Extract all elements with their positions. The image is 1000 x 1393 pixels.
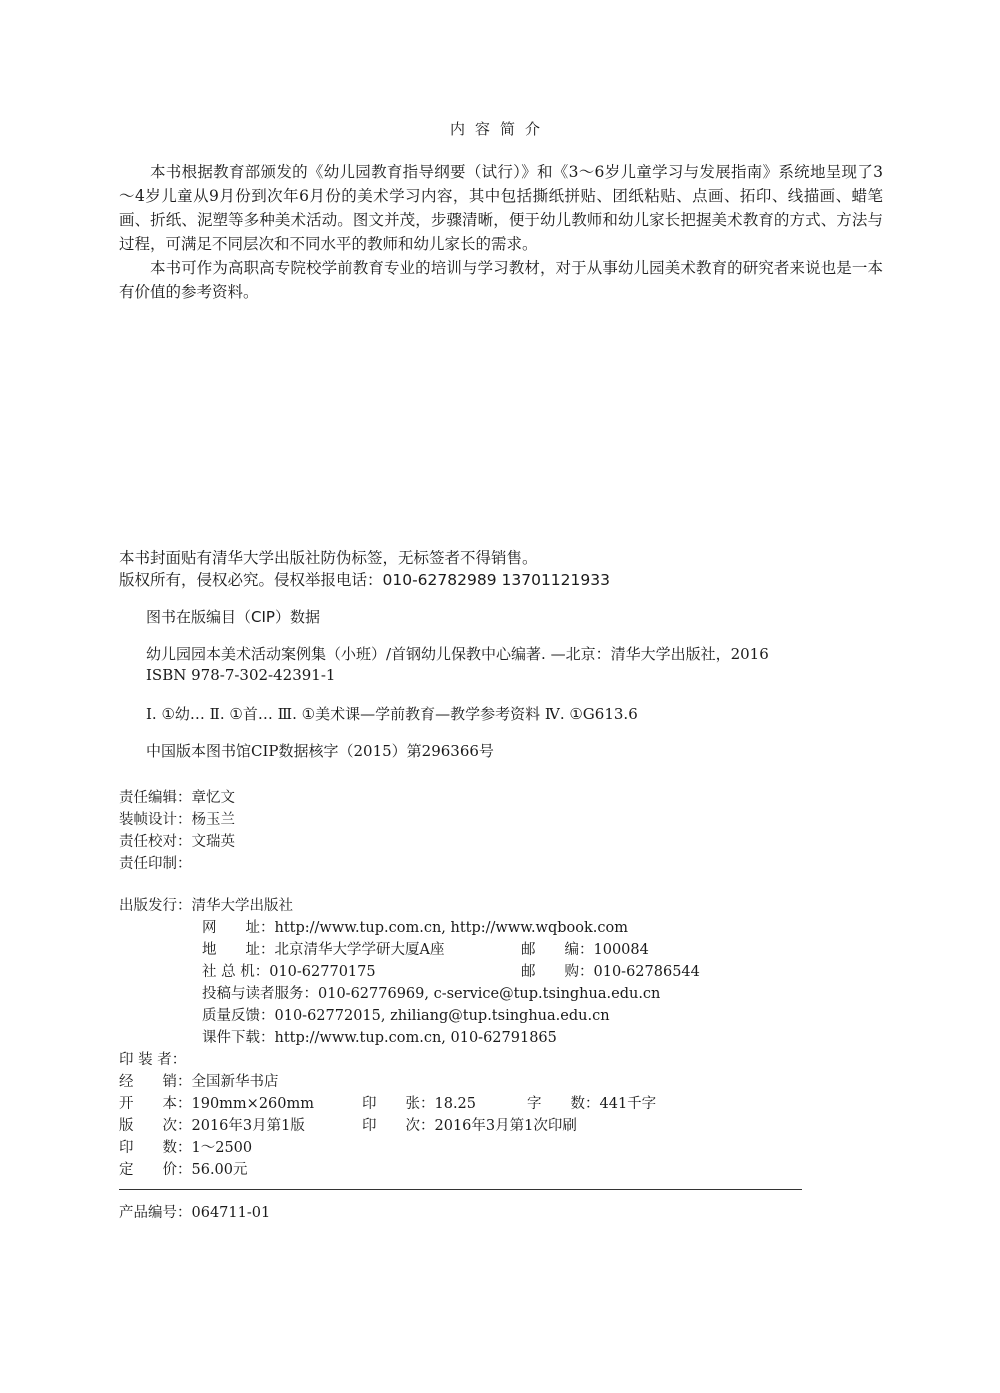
intro-paragraph-2: 本书可作为高职高专院校学前教育专业的培训与学习教材，对于从事幼儿园美术教育的研究者来说也是一本有价值的参考资料。 (119, 259, 883, 301)
spec-distributor: 经 销：全国新华书店 (119, 1074, 279, 1090)
product-code: 产品编号：064711-01 (119, 1205, 271, 1221)
intro-paragraph-1: 本书根据教育部颁发的《幼儿园教育指导纲要（试行）》和《3～6岁儿童学习与发展指南》系统地呈现了3～4岁儿童从9月份到次年6月份的美术学习内容，其中包括撕纸拼贴、团纸粘贴、点画、拓印、线描画、蜡笔画、折纸、泥塑等多种美术活动。图文并茂，步骤清晰，便于幼儿教师和幼儿家长把握美术教育的方式、方法与过程，可满足不同层次和不同水平的教师和幼儿家长的需求。 (119, 163, 883, 253)
publisher-postcode: 邮 编：100084 (521, 942, 649, 958)
spec-format: 开 本：190mm×260mm (119, 1096, 314, 1112)
publisher-courseware-download: 课件下载：http://www.tup.com.cn, 010-62791865 (202, 1030, 557, 1046)
staff-design: 装帧设计：杨玉兰 (119, 812, 235, 828)
cip-entry: 幼儿园园本美术活动案例集（小班）/首钢幼儿保教中心编著. —北京：清华大学出版社，2016 (146, 645, 769, 663)
spec-impression: 印 次：2016年3月第1次印刷 (362, 1118, 577, 1134)
staff-printing: 责任印制： (119, 856, 192, 872)
spec-price: 定 价：56.00元 (119, 1162, 248, 1178)
publisher-switchboard: 社 总 机：010-62770175 (202, 964, 376, 980)
publisher-quality-feedback: 质量反馈：010-62772015, zhiliang@tup.tsinghua.edu.cn (202, 1008, 610, 1024)
staff-proofreader: 责任校对：文瑞英 (119, 834, 235, 850)
spec-printer: 印 装 者： (119, 1052, 187, 1068)
spec-sheets: 印 张：18.25 (362, 1096, 477, 1112)
cip-classification: Ⅰ. ①幼… Ⅱ. ①首… Ⅲ. ①美术课—学前教育—教学参考资料 Ⅳ. ①G613.6 (146, 705, 638, 723)
anti-counterfeit-notice: 本书封面贴有清华大学出版社防伪标签，无标签者不得销售。 (119, 549, 538, 567)
publisher-mailorder: 邮 购：010-62786544 (521, 964, 700, 980)
publisher-reader-service: 投稿与读者服务：010-62776969, c-service@tup.tsinghua.edu.cn (202, 986, 661, 1002)
page-title: 内容简介 (449, 120, 550, 138)
publisher-website: 网 址：http://www.tup.com.cn, http://www.wqbook.com (202, 920, 628, 936)
intro-section (119, 160, 883, 304)
spec-words: 字 数：441千字 (527, 1096, 657, 1112)
spec-edition: 版 次：2016年3月第1版 (119, 1118, 305, 1134)
cip-verification: 中国版本图书馆CIP数据核字（2015）第296366号 (146, 742, 494, 760)
staff-editor: 责任编辑：章忆文 (119, 790, 235, 806)
publisher-label: 出版发行：清华大学出版社 (119, 898, 293, 914)
cip-heading: 图书在版编目（CIP）数据 (146, 608, 320, 626)
copyright-notice: 版权所有，侵权必究。侵权举报电话：010-62782989 13701121933 (119, 571, 610, 589)
cip-isbn: ISBN 978-7-302-42391-1 (146, 666, 336, 684)
spec-print-run: 印 数：1～2500 (119, 1140, 253, 1156)
divider-line (119, 1189, 802, 1190)
publisher-address: 地 址：北京清华大学学研大厦A座 (202, 942, 445, 958)
